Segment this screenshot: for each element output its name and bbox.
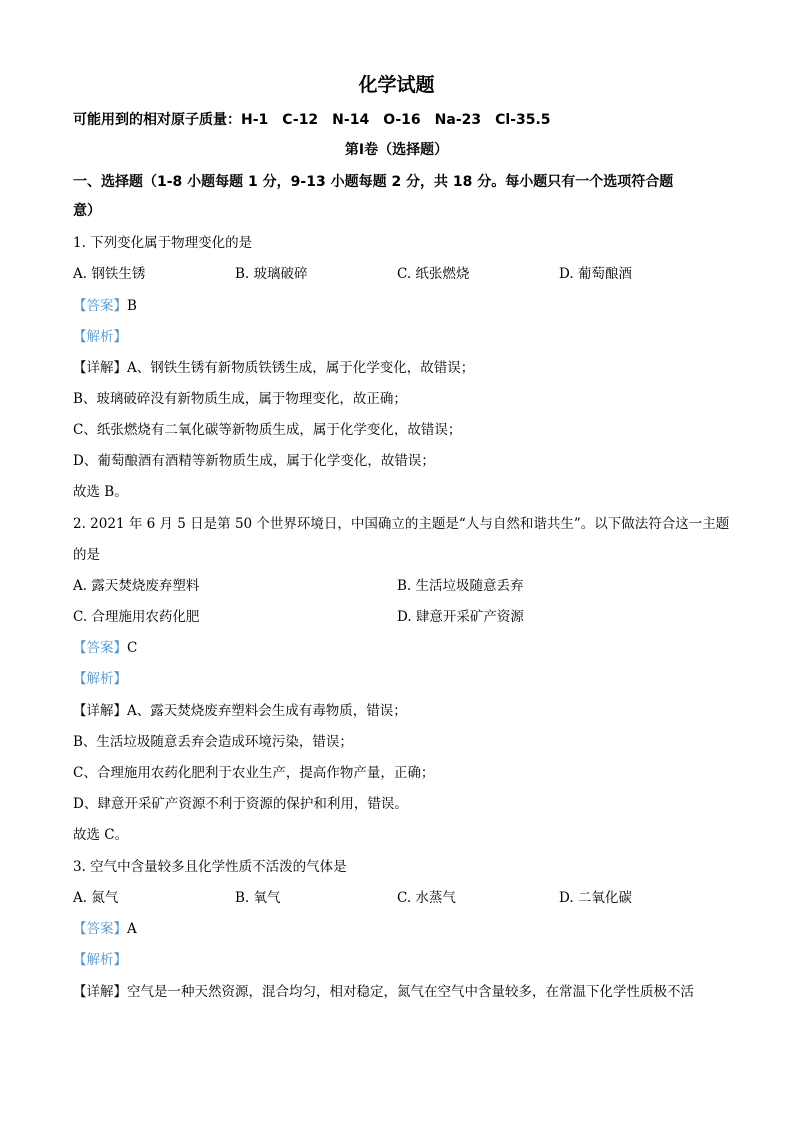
answer-value: B [127, 298, 137, 314]
detail-tag: 【详解】 [73, 703, 127, 719]
atomic-mass-item: C-12 [282, 112, 319, 128]
detail-text: A、露天焚烧废弃塑料会生成有毒物质，错误； [127, 703, 407, 719]
analysis-tag: 【解析】 [73, 329, 127, 345]
answer-tag: 【答案】 [73, 640, 127, 656]
detail-text: D、葡萄酿酒有酒精等新物质生成，属于化学变化，故错误； [73, 453, 435, 469]
option: B. 玻璃破碎 [235, 266, 308, 282]
answer-tag: 【答案】 [73, 298, 127, 314]
atomic-mass-item: N-14 [332, 112, 370, 128]
detail-text: B、生活垃圾随意丢弃会造成环境污染，错误； [73, 734, 353, 750]
detail-line [73, 701, 407, 721]
option: A. 露天焚烧废弃塑料 [73, 578, 200, 594]
answer-line [73, 296, 137, 316]
detail-text: 故选 B。 [73, 484, 128, 500]
atomic-mass-item: O-16 [383, 112, 421, 128]
detail-text: D、肆意开采矿产资源不利于资源的保护和利用，错误。 [73, 796, 408, 812]
option: C. 合理施用农药化肥 [73, 609, 200, 625]
answer-line [73, 919, 137, 939]
answer-value: C [127, 640, 138, 656]
option: B. 氧气 [235, 890, 281, 906]
detail-text: C、纸张燃烧有二氧化碳等新物质生成，属于化学变化，故错误； [73, 422, 462, 438]
atomic-mass-item: Na-23 [434, 112, 482, 128]
page-title: 化学试题 [358, 74, 435, 96]
detail-tag: 【详解】 [73, 984, 127, 1000]
option: B. 生活垃圾随意丢弃 [397, 578, 524, 594]
option: A. 钢铁生锈 [73, 266, 146, 282]
option: A. 氮气 [73, 890, 119, 906]
option: C. 纸张燃烧 [397, 266, 470, 282]
detail-line [73, 982, 694, 1002]
answer-value: A [127, 921, 137, 937]
section-header-line1: 一、选择题（1-8 小题每题 1 分，9-13 小题每题 2 分，共 18 分。每小题只有一个选项符合题 [73, 174, 674, 190]
detail-text: C、合理施用农药化肥利于农业生产，提高作物产量，正确； [73, 765, 435, 781]
question-stem: 2. 2021 年 6 月 5 日是第 50 个世界环境日，中国确立的主题是“人与自然和谐共生”。以下做法符合这一主题 [73, 516, 730, 532]
atomic-mass-label: 可能用到的相对原子质量： [73, 112, 241, 128]
question-stem: 3. 空气中含量较多且化学性质不活泼的气体是 [73, 859, 347, 875]
question-stem: 的是 [73, 547, 100, 563]
option: D. 葡萄酿酒 [559, 266, 632, 282]
section-header-line2: 意） [73, 203, 101, 219]
question-stem: 1. 下列变化属于物理变化的是 [73, 235, 253, 251]
analysis-tag: 【解析】 [73, 952, 127, 968]
atomic-mass-item: H-1 [241, 112, 269, 128]
volume-title: 第Ⅰ卷（选择题） [344, 142, 449, 158]
option: C. 水蒸气 [397, 890, 456, 906]
analysis-tag: 【解析】 [73, 671, 127, 687]
detail-text: A、钢铁生锈有新物质铁锈生成，属于化学变化，故错误； [127, 360, 475, 376]
atomic-mass-item: Cl-35.5 [495, 112, 551, 128]
detail-text: B、玻璃破碎没有新物质生成，属于物理变化，故正确； [73, 391, 407, 407]
option: D. 肆意开采矿产资源 [397, 609, 524, 625]
answer-tag: 【答案】 [73, 921, 127, 937]
option: D. 二氧化碳 [559, 890, 632, 906]
answer-line [73, 638, 137, 658]
detail-text: 空气是一种天然资源，混合均匀，相对稳定，氮气在空气中含量较多，在常温下化学性质极不活 [127, 984, 694, 1000]
detail-line [73, 358, 474, 378]
detail-text: 故选 C。 [73, 827, 129, 843]
atomic-mass-line [73, 110, 551, 130]
detail-tag: 【详解】 [73, 360, 127, 376]
